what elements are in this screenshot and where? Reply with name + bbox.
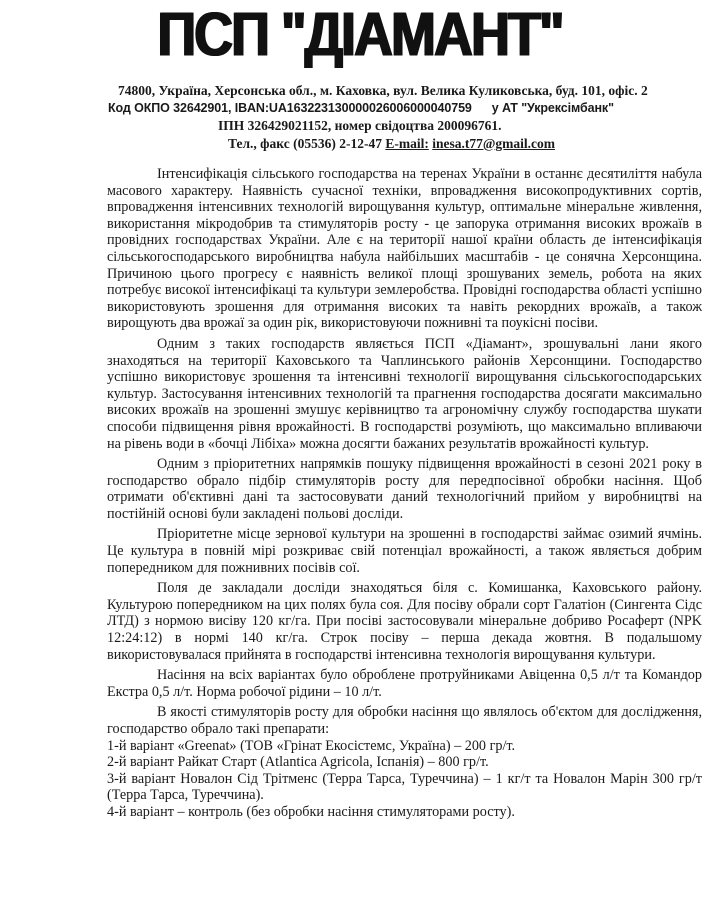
contact-line [108,135,702,153]
variant-item: 4-й варіант – контроль (без обробки насіння стимуляторами росту). [107,803,515,820]
variant-item: 1-й варіант «Greenat» (ТОВ «Грінат Екосістемс, Україна) – 200 гр/т. [107,737,516,754]
phone-fax: Тел., факс (05536) 2-12-47 [228,135,382,151]
email-label: E-mail: [385,135,429,151]
company-codes-line [108,100,702,118]
letterhead-details [108,82,702,152]
paragraph: Насіння на всіх варіантах було оброблене протруйниками Авіценна 0,5 л/т та Командор Екстра 0,5 л/т. Норма робочої рідини – 10 л/т. [107,667,702,700]
letter-body [107,166,702,821]
bank-name: у АТ "Укрексімбанк" [491,100,614,115]
variant-item: 2-й варіант Райкат Старт (Atlantica Agricola, Іспанія) – 800 гр/т. [107,754,489,771]
paragraph: Одним з таких господарств являється ПСП «Діамант», зрошувальні лани якого знаходяться на території Каховського та Чаплинського районів Херсонщини. Господарство успішно використовує зрошення та інтенсивні технології вирощування сільськогосподарських культур. Застосування інтенсивних технологій та прагнення господарства досягати максимально високих врожаїв на зрошенні змушує керівництво та агрономічну службу господарства шукати способи підвищення рівня врожайності. В господарстві розуміють, що максимально впливаючи на рівень води в «бочці Лібіха» можна досягти бажаних результатів врожайності культур. [107,335,702,452]
company-logo: ПСП "ДІАМАНТ" [157,0,563,70]
variant-item: 3-й варіант Новалон Сід Трітменс (Терра Тарса, Туреччина) – 1 кг/т та Новалон Марін 300 гр/т (Терра Тарса, Туреччина). [107,770,702,804]
paragraph: Поля де закладали досліди знаходяться біля с. Комишанка, Каховського району. Культурою попередником на цих полях була соя. Для посіву обрали сорт Галатіон (Сингента Сідс ЛТД) з нормою висіву 120 кг/га. При посіві застосовували мінеральне добриво Росаферт (NPK 12:24:12) в нормі 140 кг/га. Строк посіву – перша декада жовтня. В подальшому використовувалася прийнята в господарстві інтенсивна технологія вирощування культури. [107,580,702,663]
company-ipn: ІПН 326429021152, номер свідоцтва 200096761. [218,118,502,133]
paragraph: Одним з пріоритетних напрямків пошуку підвищення врожайності в сезоні 2021 року в господарство обрало підбір стимуляторів росту для передпосівної обробки насіння. Щоб отримати об'єктивні дані та застосовувати даний технологічний прийом у виробництві на постійній основі були закладені польові досліди. [107,456,702,522]
email-link[interactable]: inesa.t77@gmail.com [432,135,555,151]
company-address: 74800, Україна, Херсонська обл., м. Каховка, вул. Велика Куликовська, буд. 101, офіс. 2 [118,83,648,98]
paragraph: Інтенсифікація сільського господарства на теренах України в останнє десятиліття набула масового характеру. Наявність сучасної техніки, впровадження високопродуктивних сортів, впровадження інтенсивних технологій вирощування культур, оптимальне мінеральне живлення, використання мікродобрив та стимуляторів росту - це запорука отримання високих врожаїв в провідних господарствах України. Але є на території нашої країни область де інтенсифікація сільськогосподарського виробництва набула найбільших масштабів - це сонячна Херсонщина. Причиною цього прогресу є наявність великої площі зрошуваних земель, робота на яких потребує високої інтенсифікаці та культури землеробства. Провідні господарства області успішно використовують зрошення для отримання високих та навіть рекордних врожаїв, а також вирощують два врожаї за один рік, використовуючи пожнивні та поукісні посіви. [107,166,702,332]
paragraph: Пріоритетне місце зернової культури на зрошенні в господарстві займає озимий ячмінь. Це культура в повній мірі розкриває свій потенціал врожайності, а також являється добрим попередником для пожнивних посівів сої. [107,526,702,576]
company-codes: Код ОКПО 32642901, IBAN:UA163223130000026006000040759 [108,100,472,115]
paragraph: В якості стимуляторів росту для обробки насіння що являлось об'єктом для дослідження, господарство обрало такі препарати: [107,704,702,737]
